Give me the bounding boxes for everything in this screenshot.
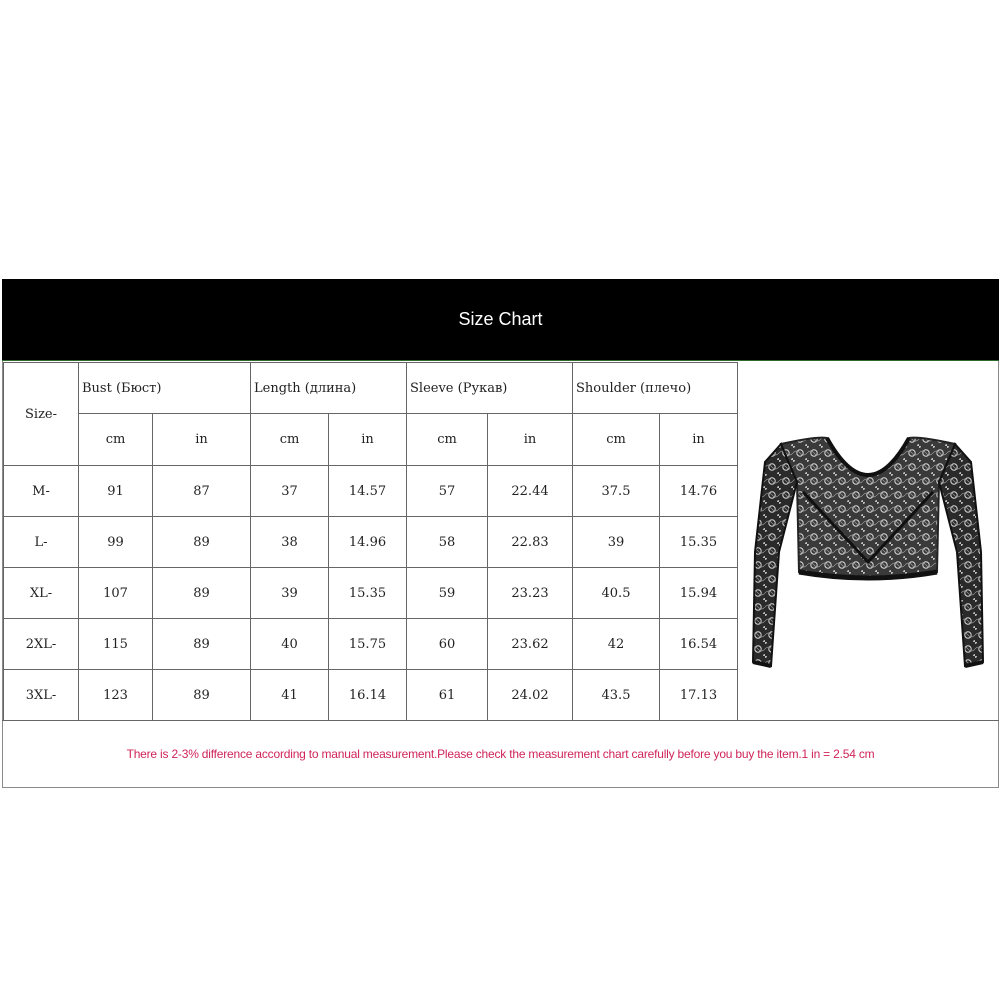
size-cell: 2XL- xyxy=(4,619,79,670)
value-cell: 89 xyxy=(153,619,251,670)
value-cell: 22.83 xyxy=(488,517,573,568)
table-row xyxy=(4,517,738,568)
value-cell: 15.75 xyxy=(329,619,407,670)
value-cell: 17.13 xyxy=(660,670,738,721)
value-cell: 42 xyxy=(573,619,660,670)
value-cell: 37 xyxy=(251,466,329,517)
size-header: Size- xyxy=(4,363,79,466)
value-cell: 23.62 xyxy=(488,619,573,670)
unit-header: cm xyxy=(407,414,488,466)
value-cell: 15.94 xyxy=(660,568,738,619)
unit-header: in xyxy=(329,414,407,466)
size-table xyxy=(3,362,738,721)
unit-header: cm xyxy=(573,414,660,466)
measurement-note: There is 2-3% difference according to manual measurement.Please check the measurement chart carefully before you buy the item.1 in = 2.54 cm xyxy=(126,747,875,761)
unit-header: in xyxy=(153,414,251,466)
value-cell: 89 xyxy=(153,670,251,721)
value-cell: 59 xyxy=(407,568,488,619)
unit-header: cm xyxy=(79,414,153,466)
value-cell: 40.5 xyxy=(573,568,660,619)
value-cell: 14.57 xyxy=(329,466,407,517)
value-cell: 39 xyxy=(573,517,660,568)
table-row xyxy=(4,619,738,670)
value-cell: 41 xyxy=(251,670,329,721)
size-cell: 3XL- xyxy=(4,670,79,721)
value-cell: 58 xyxy=(407,517,488,568)
value-cell: 60 xyxy=(407,619,488,670)
value-cell: 107 xyxy=(79,568,153,619)
bust-header: Bust (Бюст) xyxy=(79,363,251,414)
value-cell: 15.35 xyxy=(660,517,738,568)
table-row xyxy=(4,568,738,619)
value-cell: 61 xyxy=(407,670,488,721)
value-cell: 23.23 xyxy=(488,568,573,619)
size-cell: M- xyxy=(4,466,79,517)
value-cell: 37.5 xyxy=(573,466,660,517)
value-cell: 123 xyxy=(79,670,153,721)
value-cell: 89 xyxy=(153,517,251,568)
unit-header: in xyxy=(660,414,738,466)
unit-header: cm xyxy=(251,414,329,466)
page-title: Size Chart xyxy=(458,309,543,329)
value-cell: 39 xyxy=(251,568,329,619)
value-cell: 91 xyxy=(79,466,153,517)
value-cell: 22.44 xyxy=(488,466,573,517)
value-cell: 43.5 xyxy=(573,670,660,721)
value-cell: 24.02 xyxy=(488,670,573,721)
value-cell: 14.96 xyxy=(329,517,407,568)
value-cell: 16.14 xyxy=(329,670,407,721)
shoulder-header: Shoulder (плечо) xyxy=(573,363,738,414)
value-cell: 15.35 xyxy=(329,568,407,619)
table-row xyxy=(4,466,738,517)
length-header: Length (длина) xyxy=(251,363,407,414)
value-cell: 115 xyxy=(79,619,153,670)
value-cell: 14.76 xyxy=(660,466,738,517)
disclaimer-area xyxy=(2,720,999,788)
value-cell: 87 xyxy=(153,466,251,517)
value-cell: 57 xyxy=(407,466,488,517)
size-cell: L- xyxy=(4,517,79,568)
unit-header: in xyxy=(488,414,573,466)
sleeve-header: Sleeve (Рукав) xyxy=(407,363,573,414)
value-cell: 16.54 xyxy=(660,619,738,670)
title-bar xyxy=(2,279,999,361)
value-cell: 40 xyxy=(251,619,329,670)
size-cell: XL- xyxy=(4,568,79,619)
table-row xyxy=(4,670,738,721)
value-cell: 99 xyxy=(79,517,153,568)
value-cell: 89 xyxy=(153,568,251,619)
value-cell: 38 xyxy=(251,517,329,568)
product-image xyxy=(737,362,999,720)
lace-shrug-illustration xyxy=(737,362,999,720)
